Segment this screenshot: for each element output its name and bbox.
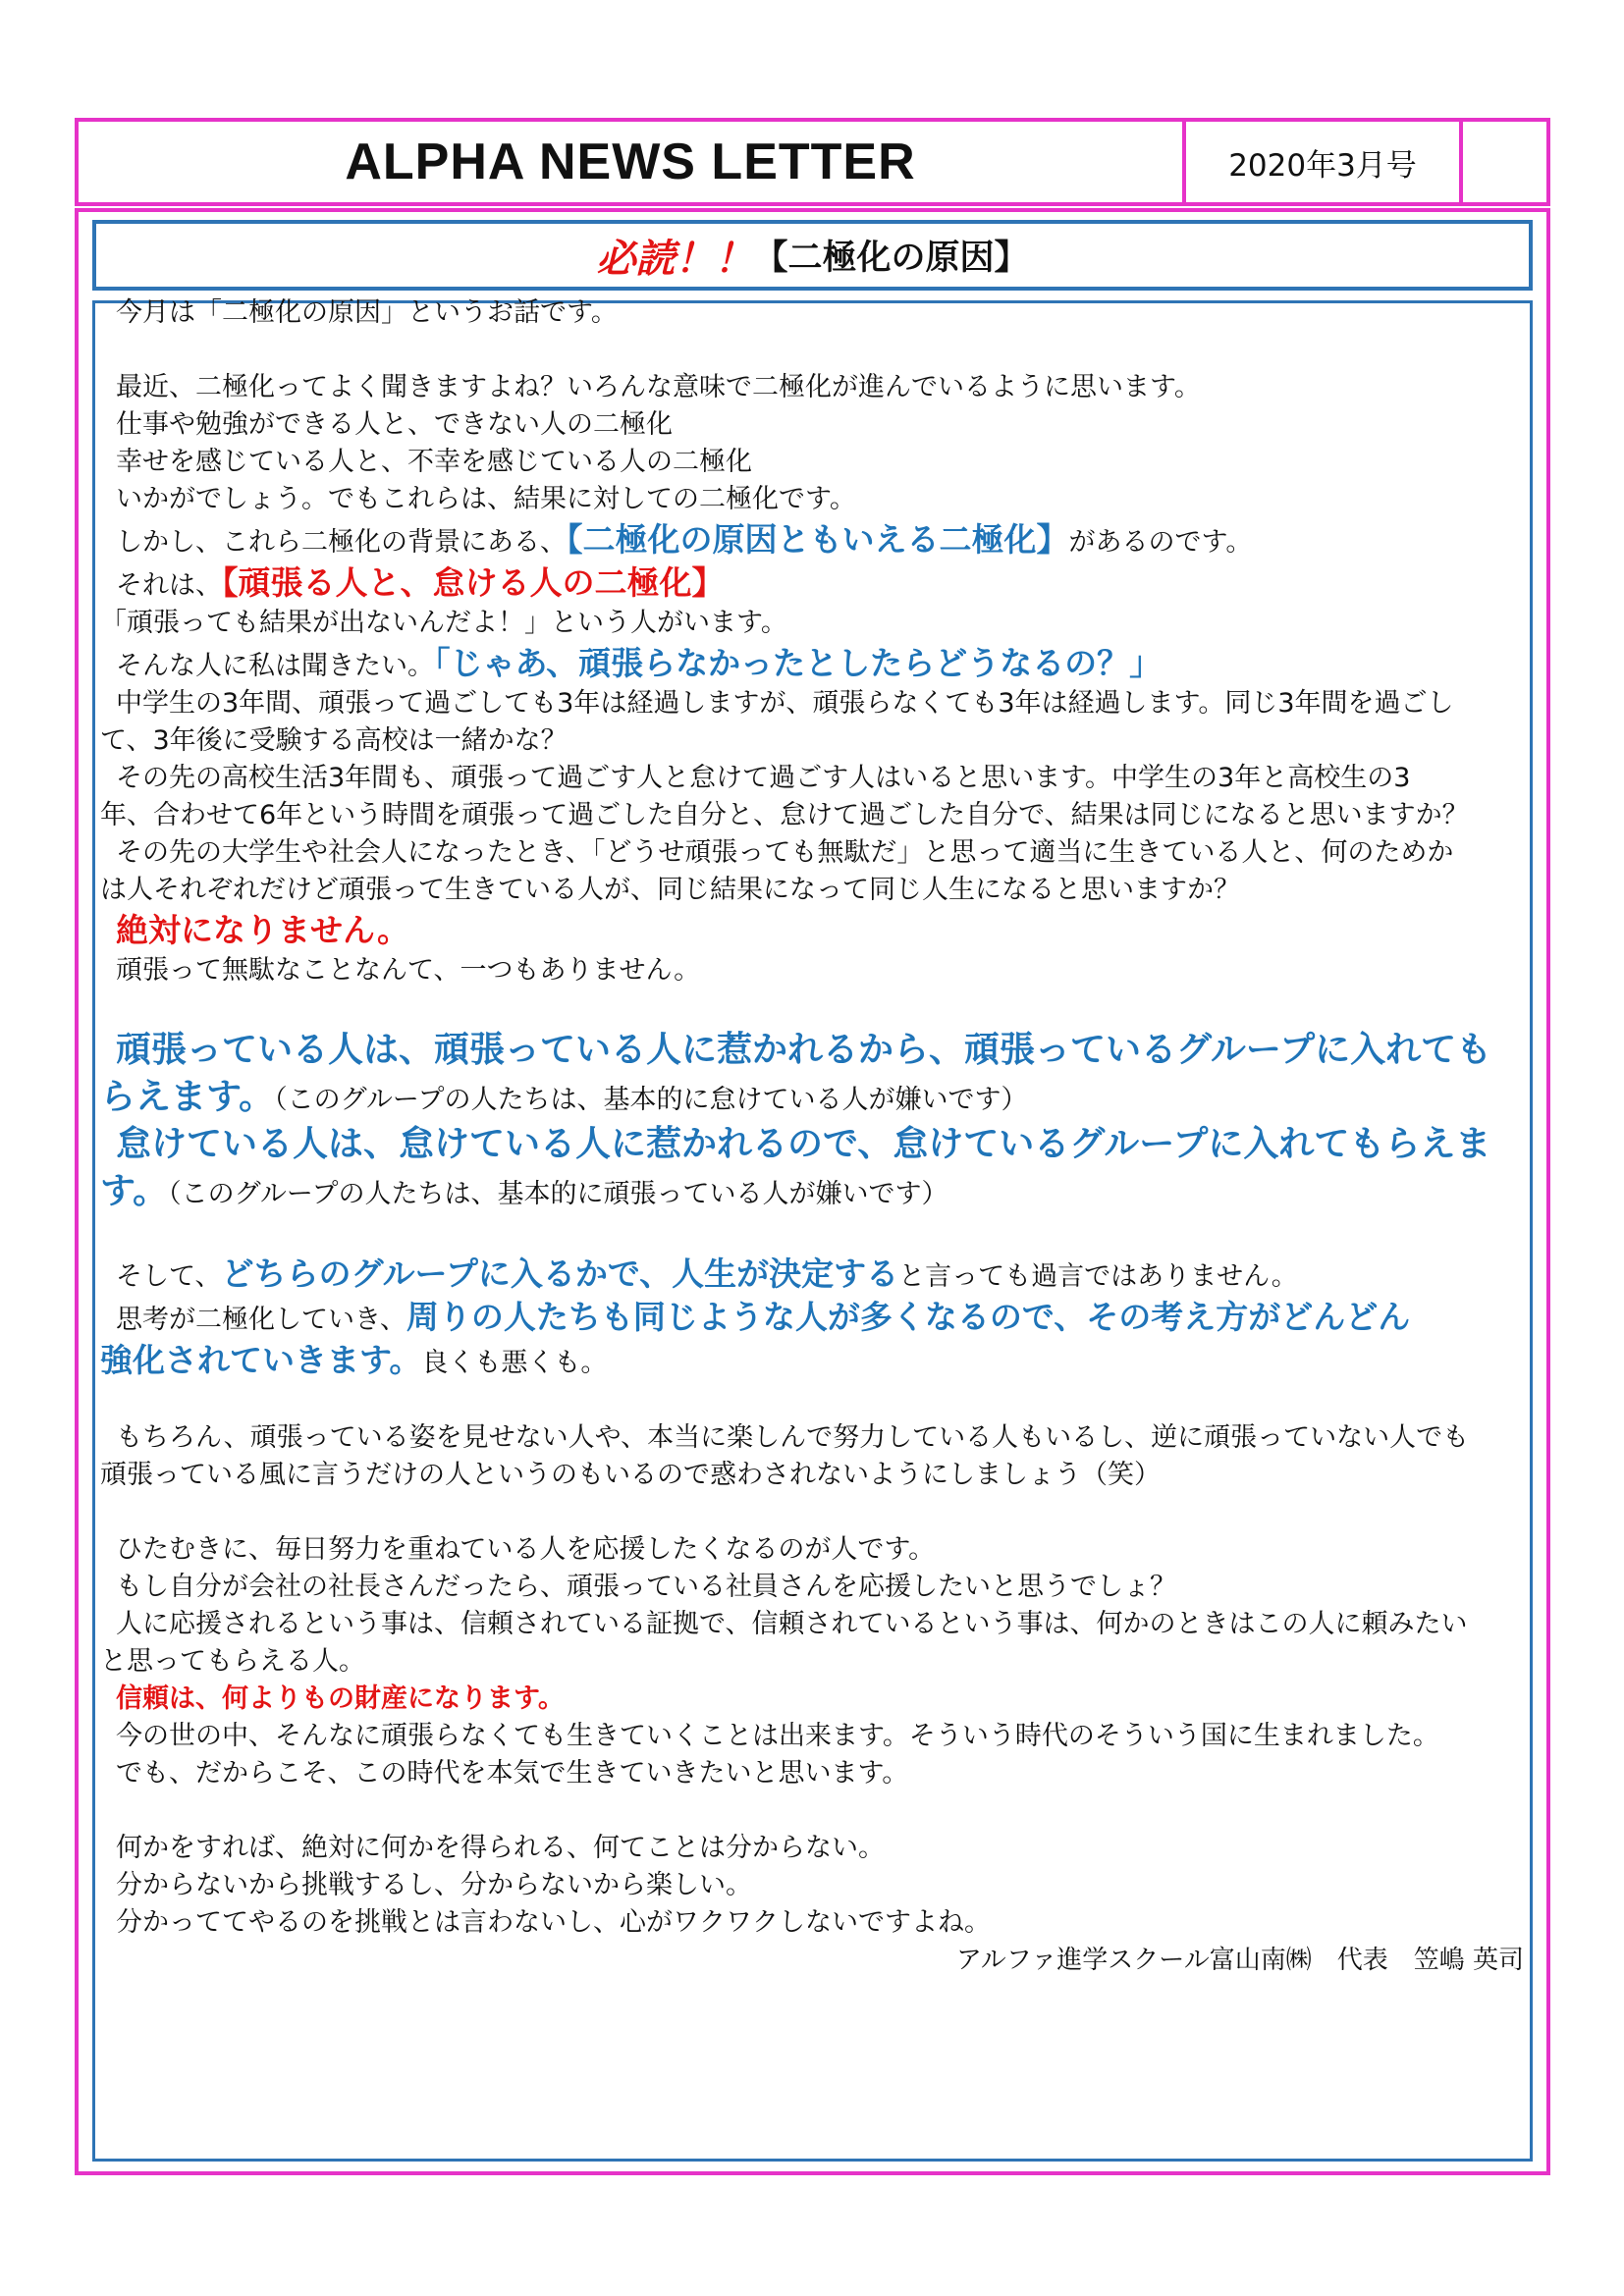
text-run: 良くも悪くも。 — [421, 1348, 608, 1378]
paragraph-line — [100, 1296, 1543, 1339]
text-run: 思考が二極化していき、 — [116, 1305, 406, 1335]
text-run: （このグループの人たちは、基本的に頑張っている人が嫌いです） — [168, 1179, 948, 1209]
highlight-red: 信頼は、何よりもの財産になります。 — [116, 1683, 565, 1714]
article-banner — [92, 220, 1533, 291]
text-run: があるのです。 — [1068, 527, 1253, 558]
paragraph-line: もちろん、頑張っている姿を見せない人や、本当に楽しんで努力している人もいるし、逆に頑張っていない人でも — [116, 1422, 1470, 1453]
text-run: と言っても過言ではありません。 — [898, 1261, 1298, 1292]
paragraph-line — [100, 1168, 1543, 1215]
newsletter-title: ALPHA NEWS LETTER — [79, 122, 1186, 202]
paragraph-line: 幸せを感じている人と、不幸を感じている人の二極化 — [116, 447, 752, 477]
paragraph-line: 最近、二極化ってよく聞きますよね？いろんな意味で二極化が進んでいるように思います。 — [116, 372, 1201, 402]
highlight-blue: 周りの人たちも同じような人が多くなるので、その考え方がどんどん — [406, 1298, 1411, 1336]
highlight-red: 【頑張る人と、怠ける人の二極化】 — [222, 563, 725, 602]
paragraph-line: 「頑張っても結果が出ないんだよ！」という人がいます。 — [100, 608, 787, 638]
newsletter-header — [75, 118, 1550, 206]
paragraph-line: その先の高校生活3年間も、頑張って過ごす人と怠けて過ごす人はいると思います。中学生の3年と高校生の3 — [116, 763, 1411, 793]
paragraph-line: いかがでしょう。でもこれらは、結果に対しての二極化です。 — [116, 484, 856, 514]
paragraph-line: ひたむきに、毎日努力を重ねている人を応援したくなるのが人です。 — [116, 1534, 936, 1565]
highlight-blue: 頑張っている人は、頑張っている人に惹かれるから、頑張っているグループに入れても — [116, 1030, 1492, 1070]
article-content — [100, 294, 1543, 1979]
text-run: それは、 — [116, 570, 222, 601]
highlight-blue: す。 — [100, 1171, 169, 1211]
paragraph-line: 今の世の中、そんなに頑張らなくても生きていくことは出来ます。そういう時代のそういう国に生まれました。 — [116, 1721, 1439, 1751]
article-topic: 【二極化の原因】 — [753, 239, 1029, 278]
header-empty-cell — [1463, 122, 1550, 202]
must-read-label: 必読！！ — [596, 236, 754, 282]
paragraph-line — [100, 642, 1543, 685]
highlight-red: 絶対になりません。 — [116, 911, 409, 949]
text-run: そんな人に私は聞きたい。 — [116, 651, 434, 681]
text-run: しかし、これら二極化の背景にある、 — [116, 527, 567, 558]
paragraph-line: 分かっててやるのを挑戦とは言わないし、心がワクワクしないですよね。 — [116, 1907, 991, 1938]
paragraph-line: は人それぞれだけど頑張って生きている人が、同じ結果になって同じ人生になると思いますか？ — [100, 875, 1240, 905]
paragraph-line: その先の大学生や社会人になったとき、「どうせ頑張っても無駄だ」と思って適当に生きている人と、何のためか — [116, 837, 1454, 868]
paragraph-line: もし自分が会社の社長さんだったら、頑張っている社員さんを応援したいと思うでしょ？ — [116, 1572, 1176, 1602]
paragraph-line: て、3年後に受験する高校は一緒かな？ — [100, 725, 568, 756]
paragraph-line: 年、合わせて6年という時間を頑張って過ごした自分と、怠けて過ごした自分で、結果は同じになると思いますか？ — [100, 800, 1469, 830]
paragraph-line — [100, 518, 1543, 561]
paragraph-line: 中学生の3年間、頑張って過ごしても3年は経過しますが、頑張らなくても3年は経過します。同じ3年間を過ごし — [116, 688, 1454, 719]
paragraph-line: 頑張っている風に言うだけの人というのもいるので惑わされないようにしましょう（笑） — [100, 1460, 1161, 1490]
highlight-blue: 怠けている人は、怠けている人に惹かれるので、怠けているグループに入れてもらえま — [116, 1124, 1491, 1164]
text-run: そして、 — [116, 1261, 222, 1292]
paragraph-line: でも、だからこそ、この時代を本気で生きていきたいと思います。 — [116, 1758, 909, 1789]
text-run: （このグループの人たちは、基本的に怠けている人が嫌いです） — [274, 1085, 1028, 1115]
paragraph-line — [100, 1253, 1543, 1296]
highlight-blue: 強化されていきます。 — [100, 1341, 422, 1379]
paragraph-line: 人に応援されるという事は、信頼されている証拠で、信頼されているという事は、何かのときはこの人に頼みたい — [116, 1609, 1468, 1639]
paragraph-line: と思ってもらえる人。 — [100, 1646, 365, 1677]
paragraph-line: 仕事や勉強ができる人と、できない人の二極化 — [116, 409, 673, 440]
paragraph-line: 分からないから挑戦するし、分からないから楽しい。 — [116, 1870, 752, 1900]
paragraph-line: 頑張って無駄なことなんて、一つもありません。 — [116, 955, 701, 986]
paragraph-line — [100, 1339, 1543, 1382]
paragraph-line — [100, 561, 1543, 605]
highlight-blue: どちらのグループに入るかで、人生が決定する — [221, 1255, 899, 1293]
paragraph-line: 何かをすれば、絶対に何かを得られる、何てことは分からない。 — [116, 1833, 885, 1863]
highlight-blue: らえます。 — [100, 1077, 275, 1117]
author-signature: アルファ進学スクール富山南㈱ 代表 笠嶋 英司 — [955, 1946, 1524, 1975]
paragraph-line: 今月は「二極化の原因」というお話です。 — [116, 297, 618, 328]
highlight-blue: 【二極化の原因ともいえる二極化】 — [567, 520, 1069, 559]
issue-date: 2020年3月号 — [1186, 122, 1463, 202]
highlight-blue: 「じゃあ、頑張らなかったとしたらどうなるの？」 — [434, 644, 1163, 682]
paragraph-line — [100, 1074, 1543, 1121]
